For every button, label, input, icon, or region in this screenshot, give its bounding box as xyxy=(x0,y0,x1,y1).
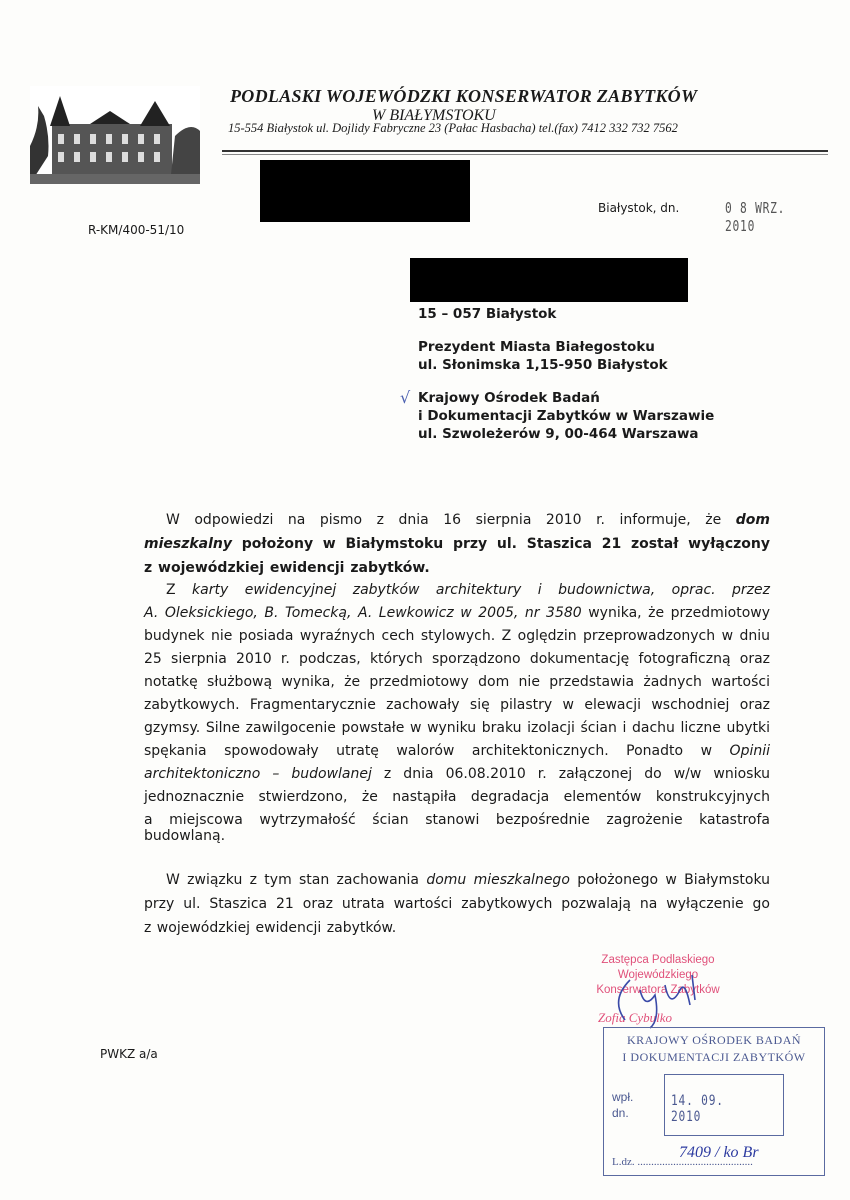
body-line xyxy=(144,674,770,690)
stamp-line: KRAJOWY OŚRODEK BADAŃ xyxy=(626,1033,802,1047)
body-text-segment: A. Oleksickiego, B. Tomecką, A. Lewkowicz w 2005, nr 3580 xyxy=(144,605,582,621)
stamp-date: 14. 09. 2010 xyxy=(671,1093,724,1125)
redaction-block xyxy=(260,160,470,222)
body-text-segment: Opinii xyxy=(729,743,770,759)
body-text-segment: przy ul. Staszica 21 oraz utrata wartości zabytkowych pozwalają na wyłączenie go xyxy=(144,896,770,912)
cc-recipient-1 xyxy=(418,338,668,374)
stamp-ldz-number: 7409 / ko Br xyxy=(679,1144,759,1161)
body-line xyxy=(144,697,770,713)
body-line xyxy=(144,812,770,844)
stamp-date-box xyxy=(664,1074,784,1136)
organization-city: W BIAŁYMSTOKU xyxy=(372,107,496,124)
body-line xyxy=(144,743,770,759)
body-line xyxy=(144,605,770,621)
header-divider xyxy=(222,150,828,152)
cc2-line: i Dokumentacji Zabytków w Warszawie xyxy=(418,408,715,424)
body-line xyxy=(166,582,770,598)
cc1-line: ul. Słonimska 1,15-950 Białystok xyxy=(418,357,668,373)
body-text-segment: karty ewidencyjnej zabytków architektury i budownictwa, oprac. przez xyxy=(192,582,770,598)
check-mark-icon: √ xyxy=(400,388,411,407)
footer-initials: PWKZ a/a xyxy=(100,1047,158,1061)
body-text-segment: 25 sierpnia 2010 r. podczas, których sporządzono dokumentację fotograficzną oraz xyxy=(144,651,770,667)
body-text-segment: architektoniczno – budowlanej xyxy=(144,766,372,782)
reference-number: R-KM/400-51/10 xyxy=(88,223,185,237)
organization-name: PODLASKI WOJEWÓDZKI KONSERWATOR ZABYTKÓW xyxy=(230,86,698,106)
body-text-segment: z wojewódzkiej ewidencji zabytków. xyxy=(144,920,397,936)
body-text-segment: gzymsy. Silne zawilgocenie powstałe w wyniku braku izolacji ścian i dachu liczne ubytki xyxy=(144,720,770,736)
stamp-wpl-label: wpł. xyxy=(612,1090,634,1104)
body-text-segment: jednoznacznie stwierdzono, że nastąpiła degradacja elementów konstrukcyjnych xyxy=(144,789,770,805)
body-text-segment: mieszkalny xyxy=(144,536,233,552)
body-line xyxy=(144,920,770,936)
stamp-ldz-label: L.dz. .......................................... xyxy=(612,1156,753,1168)
body-line xyxy=(144,536,770,552)
body-text-segment: a miejscowa wytrzymałość ścian stanowi bezpośrednie zagrożenie katastrofa budowlaną. xyxy=(144,812,770,844)
receipt-stamp xyxy=(603,1027,825,1176)
body-text-segment: Z xyxy=(166,582,193,598)
body-line xyxy=(144,766,770,782)
recipient-postal: 15 – 057 Białystok xyxy=(418,306,557,322)
body-text-segment: domu mieszkalnego xyxy=(426,872,570,888)
body-text-segment: położonego w Białymstoku xyxy=(569,872,770,888)
body-text-segment: z dnia 06.08.2010 r. załączonej do w/w wniosku xyxy=(371,766,770,782)
body-text-segment: położony w Białymstoku przy ul. Staszica 21 został wyłączony xyxy=(232,536,770,552)
body-line xyxy=(144,720,770,736)
place-label: Białystok, dn. xyxy=(598,201,680,215)
body-text-segment: W związku z tym stan zachowania xyxy=(166,872,427,888)
body-text-segment: wynika, że przedmiotowy xyxy=(581,605,771,621)
signatory-title-line: Zastępca Podlaskiego Wojewódzkiego xyxy=(601,954,715,981)
header-divider-thin xyxy=(222,154,828,155)
cc-recipient-2 xyxy=(418,389,714,443)
body-text-segment: dom xyxy=(735,512,770,528)
body-line xyxy=(144,628,770,644)
stamp-dn-label: dn. xyxy=(612,1106,629,1120)
signatory-name: Zofia Cybulko xyxy=(598,1010,673,1025)
body-text-segment: W odpowiedzi na pismo z dnia 16 sierpnia 2010 r. informuje, że xyxy=(166,512,736,528)
handwritten-signature xyxy=(600,960,720,1030)
body-line xyxy=(144,896,770,912)
cc2-line: ul. Szwoleżerów 9, 00-464 Warszawa xyxy=(418,426,699,442)
palace-building-icon xyxy=(30,86,200,184)
body-line xyxy=(144,560,770,576)
body-line xyxy=(166,872,770,888)
body-text-segment: notatkę służbową wynika, że przedmiotowy dom nie przedstawia żadnych wartości xyxy=(144,674,770,690)
body-line xyxy=(144,789,770,805)
body-text-segment: zabytkowych. Fragmentarycznie zachowały się pilastry w elewacji wschodniej oraz xyxy=(144,697,770,713)
body-line xyxy=(166,512,770,528)
stamp-line: I DOKUMENTACJI ZABYTKÓW xyxy=(622,1050,806,1064)
date-stamp: 0 8 WRZ. 2010 xyxy=(725,199,786,235)
body-text-segment: budynek nie posiada wyraźnych cech stylowych. Z oględzin przeprowadzonych w dniu xyxy=(144,628,770,644)
cc1-line: Prezydent Miasta Białegostoku xyxy=(418,339,655,355)
body-text-segment: z wojewódzkiej ewidencji zabytków. xyxy=(144,560,430,576)
cc2-line: Krajowy Ośrodek Badań xyxy=(418,390,600,406)
organization-address: 15-554 Białystok ul. Dojlidy Fabryczne 23 (Pałac Hasbacha) tel.(fax) 7412 332 732 7562 xyxy=(228,121,678,135)
recipient-redaction xyxy=(410,258,688,302)
body-line xyxy=(144,651,770,667)
body-text-segment: spękania spowodowały utratę walorów architektonicznych. Ponadto w xyxy=(144,743,730,759)
signatory-title-line: Konserwatora Zabytków xyxy=(596,984,720,996)
